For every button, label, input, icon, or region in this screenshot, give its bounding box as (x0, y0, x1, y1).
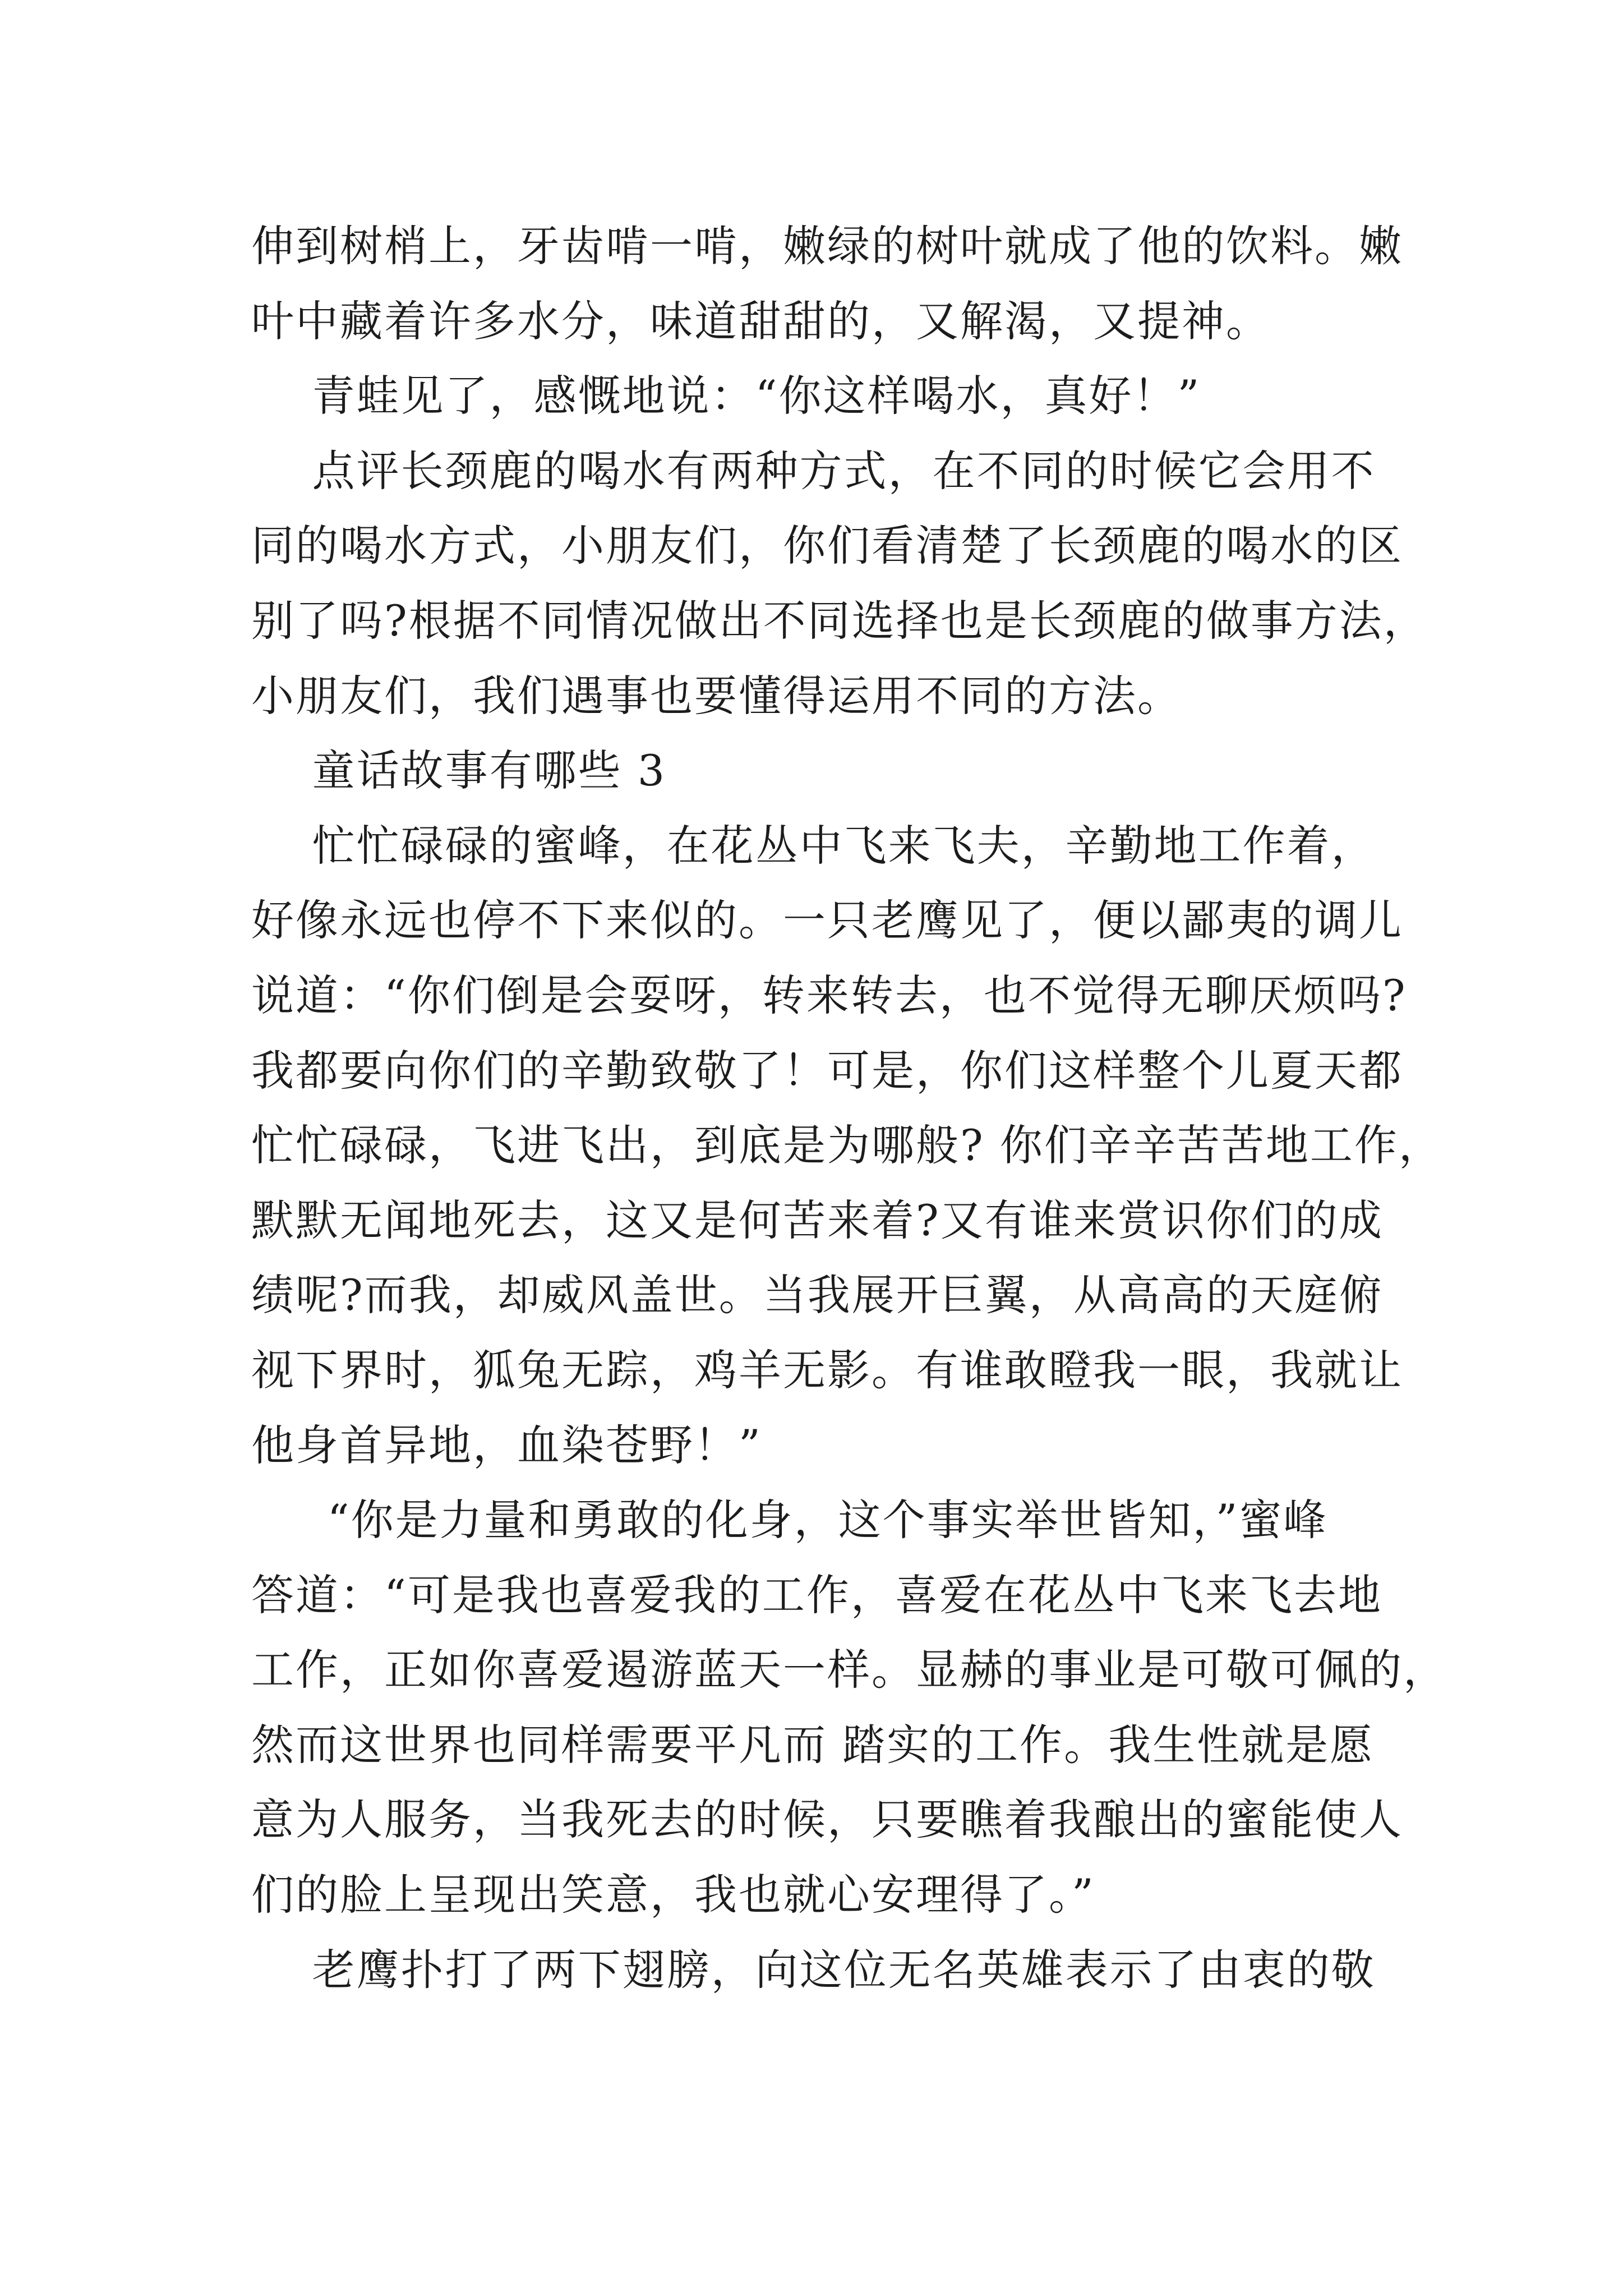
text-line: 他身首异地，血染苍野！” (251, 1420, 762, 1470)
text-line: 老鹰扑打了两下翅膀，向这位无名英雄表示了由衷的敬 (251, 1944, 1376, 1995)
text-line: 伸到树梢上，牙齿啃一啃，嫩绿的树叶就成了他的饮料。嫩 (251, 221, 1403, 271)
text-line: 意为人服务，当我死去的时候，只要瞧着我酿出的蜜能使人 (251, 1795, 1403, 1845)
text-line: 好像永远也停不下来似的。一只老鹰见了，便以鄙夷的调儿 (251, 895, 1403, 946)
text-line: 工作，正如你喜爱遏游蓝天一样。显赫的事业是可敬可佩的， (251, 1645, 1447, 1695)
text-line: “你是力量和勇敢的化身，这个事实举世皆知，”蜜峰 (251, 1495, 1328, 1545)
text-line: 说道：“你们倒是会耍呀，转来转去，也不觉得无聊厌烦吗? (251, 970, 1407, 1020)
text-line: 们的脸上呈现出笑意，我也就心安理得了。” (251, 1870, 1095, 1920)
text-line: 然而这世界也同样需要平凡而 踏实的工作。我生性就是愿 (251, 1719, 1375, 1770)
text-line: 小朋友们，我们遇事也要懂得运用不同的方法。 (251, 670, 1182, 721)
text-line: 别了吗?根据不同情况做出不同选择也是长颈鹿的做事方法， (251, 595, 1428, 646)
text-line: 青蛙见了，感慨地说：“你这样喝水，真好！” (251, 371, 1201, 421)
text-line: 默默无闻地死去，这又是何苦来着?又有谁来赏识你们的成 (251, 1195, 1384, 1245)
text-line: 我都要向你们的辛勤致敬了！可是，你们这样整个儿夏天都 (251, 1045, 1403, 1096)
text-line: 同的喝水方式，小朋友们，你们看清楚了长颈鹿的喝水的区 (251, 521, 1403, 571)
text-line: 绩呢?而我，却威风盖世。当我展开巨翼，从高高的天庭俯 (251, 1270, 1384, 1320)
text-line: 答道：“可是我也喜爱我的工作，喜爱在花丛中飞来飞去地 (251, 1570, 1382, 1620)
text-line: 忙忙碌碌的蜜峰，在花丛中飞来飞夫，辛勤地工作着， (251, 820, 1376, 871)
section-heading: 童话故事有哪些 3 (251, 746, 667, 796)
document-body (251, 209, 1447, 2007)
text-line: 视下界时，狐兔无踪，鸡羊无影。有谁敢瞪我一眼，我就让 (251, 1345, 1403, 1395)
text-line: 点评长颈鹿的喝水有两种方式，在不同的时候它会用不 (251, 445, 1376, 496)
text-line: 忙忙碌碌，飞进飞出，到底是为哪般? 你们辛辛苦苦地工作， (251, 1120, 1443, 1171)
text-line: 叶中藏着许多水分，味道甜甜的，又解渴，又提神。 (251, 296, 1270, 346)
